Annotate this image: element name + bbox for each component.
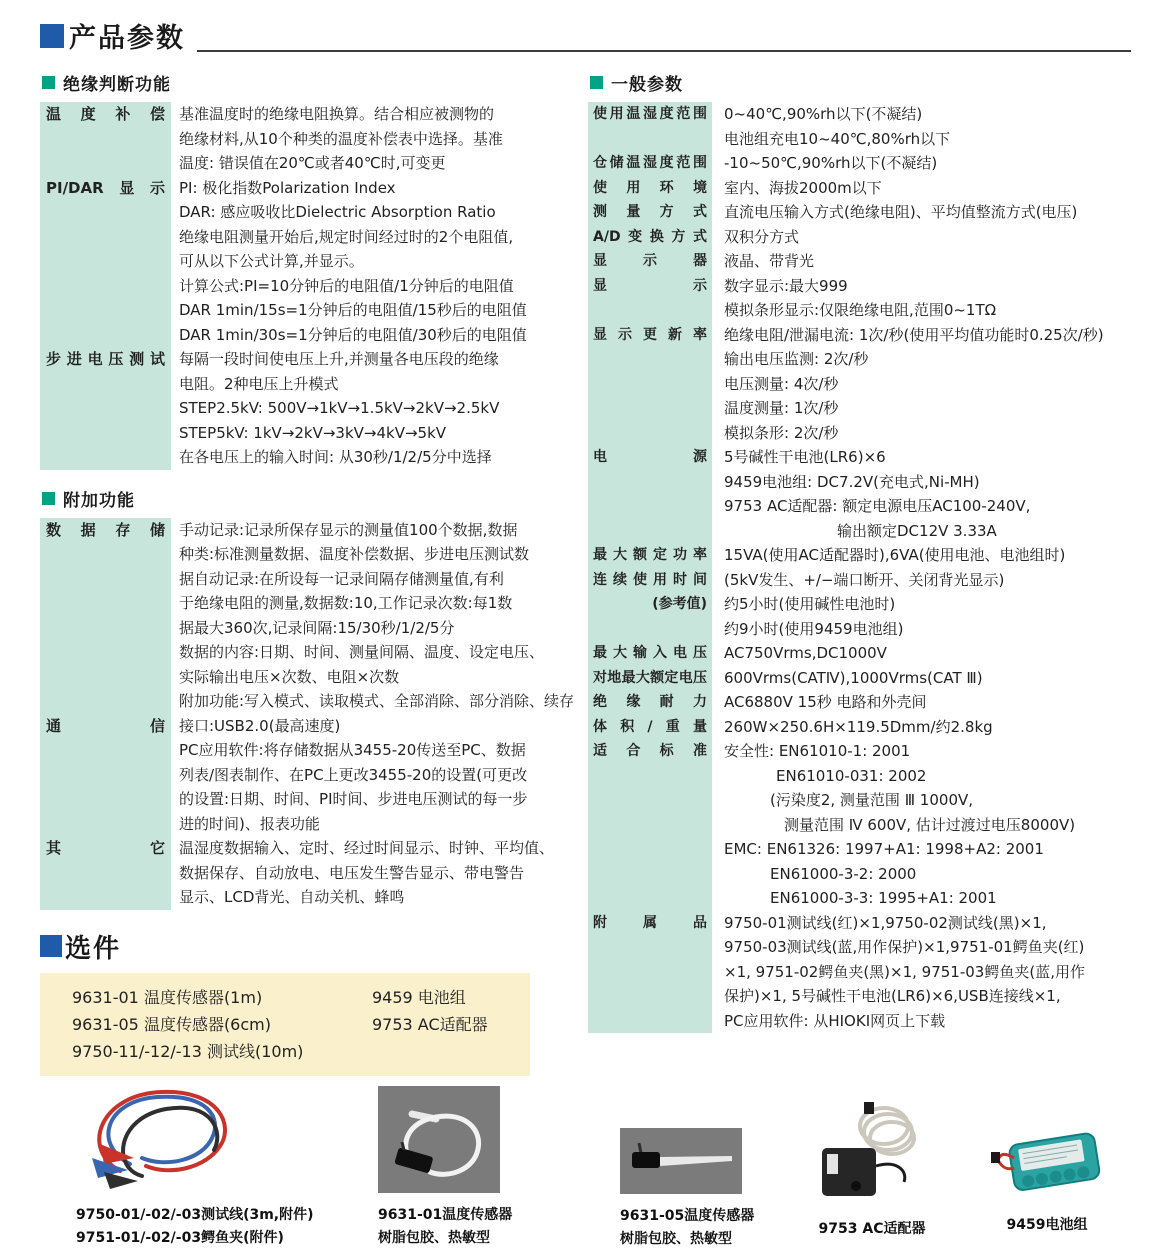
spec-line: PC应用软件:将存储数据从3455-20传送至PC、数据 bbox=[179, 741, 526, 759]
options-header bbox=[40, 928, 560, 965]
spec-line: 温度: 错误值在20℃或者40℃时,可变更 bbox=[179, 154, 446, 172]
spec-value bbox=[171, 714, 560, 837]
options-title: 选件 bbox=[65, 933, 122, 964]
blue-square-icon bbox=[40, 24, 64, 48]
spec-label: 适合标准 bbox=[588, 739, 712, 911]
list-line: 9459电池组 bbox=[1006, 1216, 1088, 1233]
spec-label: 最大输入电压 bbox=[588, 641, 712, 666]
teal-square-icon bbox=[42, 492, 55, 505]
ac-adapter-photo bbox=[812, 1100, 932, 1212]
spec-line: 电池组充电10~40℃,80%rh以下 bbox=[724, 129, 951, 148]
spec-line: 9753 AC适配器: 额定电源电压AC100-240V, bbox=[724, 497, 1031, 515]
spec-value bbox=[712, 592, 1135, 641]
spec-line: 据自动记录:在所设每一记录间隔存储测量值,有利 bbox=[179, 569, 504, 588]
spec-value bbox=[712, 176, 1135, 201]
spec-line: (5kV发生、+/−端口断开、关闭背光显示) bbox=[724, 570, 1005, 589]
spec-line: 绝缘电阻测量开始后,规定时间经过时的2个电阻值, bbox=[179, 227, 514, 246]
spec-line: 数据的内容:日期、时间、测量间隔、温度、设定电压、 bbox=[179, 643, 545, 661]
spec-line: DAR 1min/15s=1分钟后的电阻值/15秒后的电阻值 bbox=[179, 301, 527, 319]
section-title: 绝缘判断功能 bbox=[63, 75, 171, 95]
spec-line: 安全性: EN61010-1: 2001 bbox=[724, 742, 911, 760]
spec-line: 双积分方式 bbox=[724, 227, 800, 246]
spec-label: 温度补偿 bbox=[40, 102, 171, 176]
spec-line: PI: 极化指数Polarization Index bbox=[179, 178, 396, 197]
spec-line: 温湿度数据输入、定时、经过时间显示、时钟、平均值、 bbox=[179, 839, 555, 857]
spec-row bbox=[588, 151, 1135, 176]
right-column bbox=[588, 67, 1135, 1076]
spec-label: 电源 bbox=[588, 445, 712, 543]
spec-line: 进的时间)、报表功能 bbox=[179, 814, 320, 833]
spec-row bbox=[588, 690, 1135, 715]
spec-row bbox=[588, 911, 1135, 1034]
spec-line: 实际输出电压×次数、电阻×次数 bbox=[179, 667, 400, 686]
spec-label: 显示更新率 bbox=[588, 323, 712, 446]
battery-pack-photo bbox=[988, 1124, 1106, 1208]
list-line: 9459 电池组 bbox=[372, 987, 466, 1007]
spec-line: 输出额定DC12V 3.33A bbox=[837, 521, 997, 540]
spec-label: 最大额定功率 bbox=[588, 543, 712, 568]
spec-value bbox=[712, 739, 1135, 911]
insulation-spec-table bbox=[40, 102, 560, 470]
temp-sensor-6cm-photo bbox=[620, 1128, 742, 1194]
spec-line: 显示、LCD背光、自动关机、蜂鸣 bbox=[179, 888, 405, 906]
spec-line: STEP2.5kV: 500V→1kV→1.5kV→2kV→2.5kV bbox=[179, 399, 500, 417]
section-header-general bbox=[590, 70, 1135, 95]
spec-line: EMC: EN61326: 1997+A1: 1998+A2: 2001 bbox=[724, 840, 1044, 858]
blue-square-icon bbox=[40, 935, 62, 957]
page-header bbox=[40, 16, 1135, 55]
spec-label: 仓储温湿度范围 bbox=[588, 151, 712, 176]
spec-line: 约9小时(使用9459电池组) bbox=[724, 619, 904, 638]
options-list-left bbox=[72, 984, 372, 1065]
gallery-item-9753 bbox=[812, 1100, 932, 1241]
spec-line: (污染度2, 测量范围 Ⅲ 1000V, bbox=[770, 791, 974, 809]
list-line: 9753 AC适配器 bbox=[818, 1220, 926, 1237]
spec-row bbox=[588, 200, 1135, 225]
spec-value bbox=[171, 836, 560, 910]
spec-line: 260W×250.6H×119.5Dmm/约2.8kg bbox=[724, 717, 993, 736]
spec-line: AC750Vrms,DC1000V bbox=[724, 644, 887, 662]
spec-label: 使用环境 bbox=[588, 176, 712, 201]
spec-row bbox=[588, 592, 1135, 641]
spec-value bbox=[712, 641, 1135, 666]
spec-label: 体积/重量 bbox=[588, 715, 712, 740]
list-line: 9631-01温度传感器 bbox=[378, 1206, 513, 1223]
spec-line: 输出电压监测: 2次/秒 bbox=[724, 350, 869, 368]
spec-label: PI/DAR显示 bbox=[40, 176, 171, 348]
options-section bbox=[40, 928, 560, 1076]
options-list-right bbox=[372, 984, 488, 1065]
spec-line: 室内、海拔2000m以下 bbox=[724, 178, 882, 197]
spec-value bbox=[712, 225, 1135, 250]
spec-line: PC应用软件: 从HIOKI网页上下载 bbox=[724, 1011, 946, 1030]
photo-caption bbox=[620, 1205, 754, 1248]
spec-row bbox=[588, 666, 1135, 691]
spec-row bbox=[588, 641, 1135, 666]
spec-label: 通信 bbox=[40, 714, 171, 837]
spec-row bbox=[40, 176, 560, 348]
spec-label: 附属品 bbox=[588, 911, 712, 1034]
spec-line: 接口:USB2.0(最高速度) bbox=[179, 716, 341, 735]
spec-label: 数据存储 bbox=[40, 518, 171, 714]
options-box bbox=[40, 973, 530, 1076]
spec-line: 列表/图表制作、在PC上更改3455-20的设置(可更改 bbox=[179, 765, 528, 784]
photo-caption bbox=[812, 1218, 932, 1241]
spec-line: 可从以下公式计算,并显示。 bbox=[179, 252, 364, 270]
spec-value bbox=[712, 151, 1135, 176]
section-title: 附加功能 bbox=[63, 490, 135, 511]
spec-line: 9750-01测试线(红)×1,9750-02测试线(黑)×1, bbox=[724, 913, 1047, 932]
spec-row bbox=[588, 543, 1135, 568]
spec-label: 步进电压测试 bbox=[40, 347, 171, 470]
spec-value bbox=[712, 543, 1135, 568]
teal-square-icon bbox=[42, 76, 55, 89]
teal-square-icon bbox=[590, 76, 603, 89]
spec-value bbox=[712, 690, 1135, 715]
spec-value bbox=[171, 518, 574, 714]
spec-line: 液晶、带背光 bbox=[724, 252, 815, 270]
spec-row bbox=[40, 102, 560, 176]
spec-line: 9750-03测试线(蓝,用作保护)×1,9751-01鳄鱼夹(红) bbox=[724, 938, 1085, 956]
spec-line: 的设置:日期、时间、PI时间、步进电压测试的每一步 bbox=[179, 790, 528, 808]
spec-line: 数据保存、自动放电、电压发生警告显示、带电警告 bbox=[179, 863, 525, 882]
additional-spec-table bbox=[40, 518, 575, 910]
spec-row bbox=[588, 274, 1135, 323]
spec-label: 显示 bbox=[588, 274, 712, 323]
header-rule bbox=[197, 50, 1131, 52]
spec-line: EN61010-031: 2002 bbox=[776, 766, 927, 785]
spec-line: AC6880V 15秒 电路和外壳间 bbox=[724, 693, 927, 711]
list-line: 9631-01 温度传感器(1m) bbox=[72, 987, 263, 1007]
spec-line: 0~40℃,90%rh以下(不凝结) bbox=[724, 105, 923, 123]
list-line: 9631-05 温度传感器(6cm) bbox=[72, 1014, 271, 1034]
spec-value bbox=[712, 102, 1135, 151]
spec-line: 电压测量: 4次/秒 bbox=[724, 374, 839, 393]
spec-line: 保护)×1, 5号碱性干电池(LR6)×6,USB连接线×1, bbox=[724, 987, 1061, 1005]
gallery-item-9631-01 bbox=[378, 1086, 512, 1248]
list-line: 树脂包胶、热敏型 bbox=[378, 1229, 490, 1246]
section-header-insulation bbox=[42, 70, 560, 95]
spec-label: (参考值) bbox=[588, 592, 712, 641]
spec-row bbox=[588, 739, 1135, 911]
product-gallery bbox=[40, 1084, 1135, 1248]
spec-row bbox=[588, 568, 1135, 593]
general-spec-table bbox=[588, 102, 1135, 1033]
spec-line: 9459电池组: DC7.2V(充电式,Ni-MH) bbox=[724, 472, 980, 491]
spec-line: 模拟条形: 2次/秒 bbox=[724, 423, 839, 442]
spec-label: A/D变换方式 bbox=[588, 225, 712, 250]
spec-line: 基准温度时的绝缘电阻换算。结合相应被测物的 bbox=[179, 105, 495, 123]
list-line: 9753 AC适配器 bbox=[372, 1014, 488, 1034]
spec-line: 计算公式:PI=10分钟后的电阻值/1分钟后的电阻值 bbox=[179, 276, 514, 295]
photo-caption bbox=[76, 1204, 314, 1248]
spec-line: 在各电压上的输入时间: 从30秒/1/2/5分中选择 bbox=[179, 448, 492, 466]
spec-line: -10~50℃,90%rh以下(不凝结) bbox=[724, 154, 938, 172]
spec-value bbox=[171, 347, 560, 470]
spec-line: 600Vrms(CATⅣ),1000Vrms(CAT Ⅲ) bbox=[724, 668, 983, 687]
spec-label: 绝缘耐力 bbox=[588, 690, 712, 715]
photo-caption bbox=[378, 1204, 512, 1248]
spec-line: 据最大360次,记录间隔:15/30秒/1/2/5分 bbox=[179, 618, 455, 637]
spec-line: 温度测量: 1次/秒 bbox=[724, 399, 839, 417]
spec-row bbox=[588, 176, 1135, 201]
spec-label: 连续使用时间 bbox=[588, 568, 712, 593]
test-leads-photo bbox=[70, 1086, 280, 1194]
gallery-item-9631-05 bbox=[620, 1128, 754, 1248]
gallery-item-9459 bbox=[988, 1124, 1106, 1237]
spec-line: 每隔一段时间使电压上升,并测量各电压段的绝缘 bbox=[179, 350, 499, 368]
spec-label: 测量方式 bbox=[588, 200, 712, 225]
spec-line: 直流电压输入方式(绝缘电阻)、平均值整流方式(电压) bbox=[724, 203, 1078, 221]
spec-line: DAR 1min/30s=1分钟后的电阻值/30秒后的电阻值 bbox=[179, 325, 527, 344]
list-line: 树脂包胶、热敏型 bbox=[620, 1230, 732, 1247]
spec-row bbox=[40, 714, 560, 837]
spec-value bbox=[171, 102, 560, 176]
spec-value bbox=[171, 176, 560, 348]
spec-line: 模拟条形显示:仅限绝缘电阻,范围0~1TΩ bbox=[724, 301, 997, 319]
spec-line: 5号碱性干电池(LR6)×6 bbox=[724, 448, 886, 466]
temp-sensor-1m-photo bbox=[378, 1086, 500, 1193]
spec-value bbox=[712, 715, 1135, 740]
list-line: 9751-01/-02/-03鳄鱼夹(附件) bbox=[76, 1229, 284, 1246]
gallery-item-test-leads bbox=[70, 1086, 314, 1248]
spec-value bbox=[712, 200, 1135, 225]
list-line: 9631-05温度传感器 bbox=[620, 1207, 755, 1224]
spec-line: 15VA(使用AC适配器时),6VA(使用电池、电池组时) bbox=[724, 546, 1066, 564]
left-column bbox=[40, 67, 575, 1076]
spec-value bbox=[712, 568, 1135, 593]
spec-line: 种类:标准测量数据、温度补偿数据、步进电压测试数 bbox=[179, 545, 530, 563]
spec-line: 绝缘材料,从10个种类的温度补偿表中选择。基准 bbox=[179, 129, 503, 148]
section-header-additional bbox=[42, 486, 560, 511]
list-line: 9750-11/-12/-13 测试线(10m) bbox=[72, 1041, 304, 1061]
section-title: 一般参数 bbox=[611, 75, 683, 95]
photo-caption bbox=[988, 1214, 1106, 1237]
spec-row bbox=[40, 518, 575, 714]
spec-line: STEP5kV: 1kV→2kV→3kV→4kV→5kV bbox=[179, 423, 447, 442]
spec-label: 其它 bbox=[40, 836, 171, 910]
spec-row bbox=[588, 225, 1135, 250]
spec-value bbox=[712, 323, 1135, 446]
spec-label: 使用温湿度范围 bbox=[588, 102, 712, 151]
spec-row bbox=[588, 715, 1135, 740]
spec-line: 电阻。2种电压上升模式 bbox=[179, 374, 339, 393]
spec-line: ×1, 9751-02鳄鱼夹(黑)×1, 9751-03鳄鱼夹(蓝,用作 bbox=[724, 962, 1085, 981]
spec-row bbox=[40, 347, 560, 470]
page-title: 产品参数 bbox=[69, 23, 185, 54]
spec-line: 测量范围 Ⅳ 600V, 估计过渡过电压8000V) bbox=[784, 815, 1076, 834]
spec-line: 数字显示:最大999 bbox=[724, 276, 848, 295]
spec-row bbox=[588, 249, 1135, 274]
spec-value bbox=[712, 666, 1135, 691]
spec-row bbox=[588, 323, 1135, 446]
spec-label: 对地最大额定电压 bbox=[588, 666, 712, 691]
spec-row bbox=[40, 836, 560, 910]
spec-line: 手动记录:记录所保存显示的测量值100个数据,数据 bbox=[179, 520, 518, 539]
spec-line: 附加功能:写入模式、读取模式、全部消除、部分消除、续存 bbox=[179, 692, 575, 710]
spec-row bbox=[588, 445, 1135, 543]
spec-value bbox=[712, 249, 1135, 274]
spec-line: DAR: 感应吸收比Dielectric Absorption Ratio bbox=[179, 203, 496, 221]
spec-row bbox=[588, 102, 1135, 151]
spec-line: EN61000-3-2: 2000 bbox=[770, 864, 917, 883]
spec-value bbox=[712, 274, 1135, 323]
spec-value bbox=[712, 445, 1135, 543]
spec-label: 显示器 bbox=[588, 249, 712, 274]
spec-line: 约5小时(使用碱性电池时) bbox=[724, 595, 896, 613]
spec-line: EN61000-3-3: 1995+A1: 2001 bbox=[770, 889, 997, 907]
spec-line: 于绝缘电阻的测量,数据数:10,工作记录次数:每1数 bbox=[179, 594, 513, 612]
spec-line: 绝缘电阻/泄漏电流: 1次/秒(使用平均值功能时0.25次/秒) bbox=[724, 325, 1104, 344]
list-line: 9750-01/-02/-03测试线(3m,附件) bbox=[76, 1206, 314, 1223]
spec-value bbox=[712, 911, 1135, 1034]
